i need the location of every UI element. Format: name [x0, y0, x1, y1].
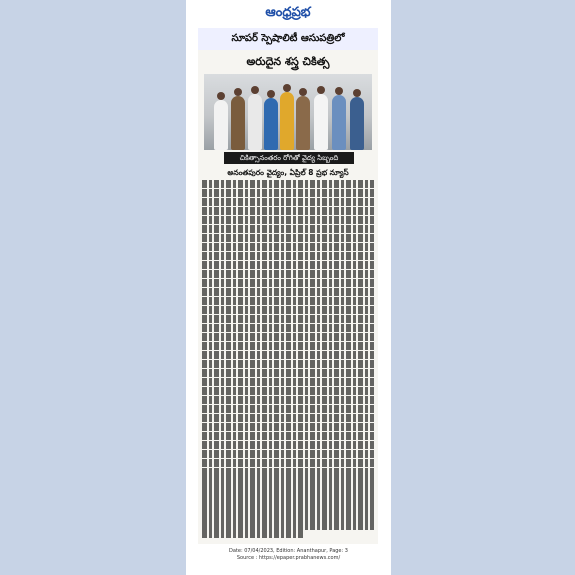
person-head	[317, 86, 325, 94]
headline-top: సూపర్ స్పెషాలిటీ ఆసుపత్రిలో	[198, 28, 378, 50]
person-figure	[280, 92, 294, 150]
page-footer	[186, 548, 391, 562]
article-text-line	[202, 414, 374, 422]
person-head	[299, 88, 307, 96]
article-text-line	[202, 432, 374, 440]
article-text-line	[202, 503, 374, 511]
article-text-line	[202, 225, 374, 233]
news-clipping	[198, 28, 378, 544]
article-text-line	[202, 459, 374, 467]
article-text-line	[202, 306, 374, 314]
article-text-line	[202, 387, 374, 395]
footer-source-link[interactable]: Source : https://epaper.prabhanews.com/	[236, 555, 341, 561]
article-text-line	[202, 180, 374, 188]
person-figure	[248, 94, 262, 150]
photo-caption: చికిత్సానంతరం రోగితో వైద్య సిబ్బంది	[224, 152, 354, 164]
article-text-line	[202, 342, 374, 350]
group-photo	[204, 74, 372, 150]
article-text-line	[202, 485, 374, 493]
newspaper-page	[186, 0, 391, 575]
article-text-line	[202, 423, 374, 431]
article-text-line	[202, 243, 374, 251]
person-head	[283, 84, 291, 92]
article-text-line	[202, 297, 374, 305]
person-figure	[231, 96, 245, 150]
person-head	[267, 90, 275, 98]
person-head	[353, 89, 361, 97]
person-figure	[214, 100, 228, 150]
article-text-line	[202, 252, 374, 260]
article-text-line	[202, 396, 374, 404]
person-head	[335, 87, 343, 95]
article-text-line	[202, 530, 305, 538]
person-figure	[314, 94, 328, 150]
newspaper-masthead-logo: ఆంధ్రప్రభ	[265, 5, 311, 20]
person-head	[251, 86, 259, 94]
article-text-line	[202, 198, 374, 206]
headline-main: అరుదైన శస్త్ర చికిత్స	[246, 55, 330, 68]
article-text-line	[202, 521, 374, 529]
article-text-line	[202, 333, 374, 341]
article-text-line	[202, 324, 374, 332]
article-text-line	[202, 234, 374, 242]
article-text-line	[202, 494, 374, 502]
article-text-line	[202, 405, 374, 413]
article-text-line	[202, 189, 374, 197]
person-head	[217, 92, 225, 100]
article-text-line	[202, 512, 374, 520]
article-text-line	[202, 441, 374, 449]
article-body	[202, 180, 374, 542]
person-figure	[350, 97, 364, 150]
person-figure	[296, 96, 310, 150]
article-text-line	[202, 476, 374, 484]
article-text-line	[202, 450, 374, 458]
article-text-line	[202, 216, 374, 224]
article-text-line	[202, 468, 374, 476]
article-text-line	[202, 369, 374, 377]
article-dateline: అనంతపురం వైద్యం, ఏప్రిల్ 8 ప్రభ న్యూస్	[227, 168, 349, 177]
person-figure	[264, 98, 278, 150]
article-text-line	[202, 351, 374, 359]
article-text-line	[202, 360, 374, 368]
article-text-line	[202, 378, 374, 386]
article-text-line	[202, 279, 374, 287]
person-head	[234, 88, 242, 96]
article-text-line	[202, 270, 374, 278]
footer-date-edition: Date: 07/04/2023, Edition: Ananthapur, Page: 3	[229, 548, 348, 554]
article-text-line	[202, 261, 374, 269]
article-text-line	[202, 288, 374, 296]
article-text-line	[202, 207, 374, 215]
person-figure	[332, 95, 346, 150]
article-text-line	[202, 315, 374, 323]
